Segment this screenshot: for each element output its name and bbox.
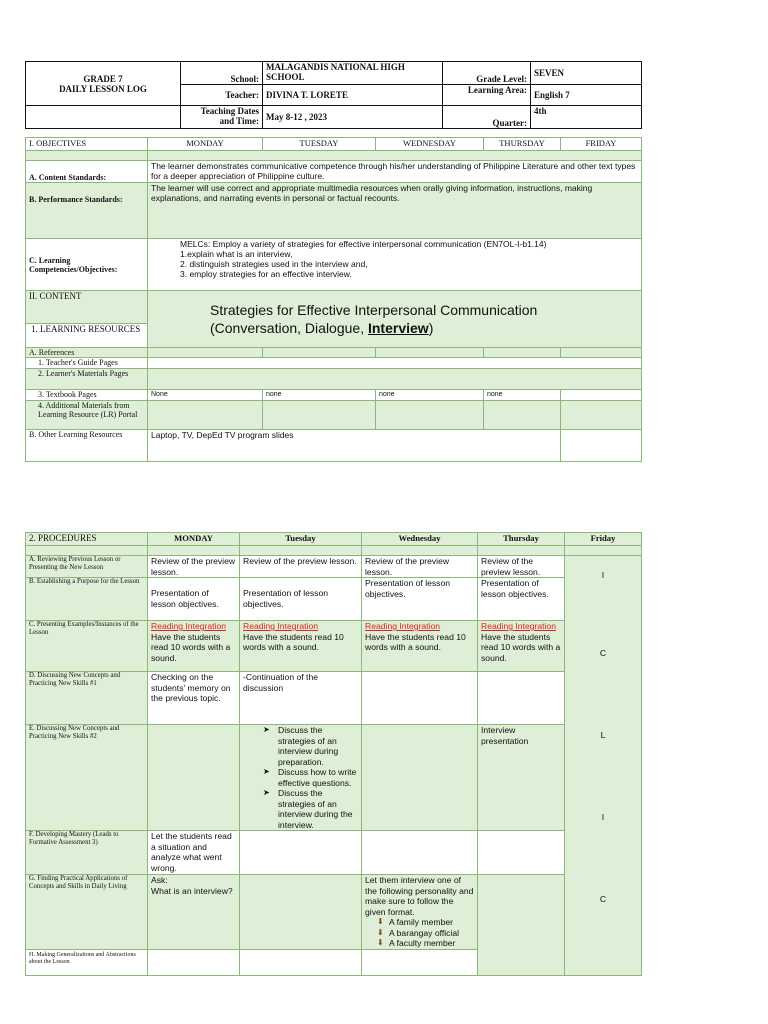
dates-label: Teaching Dates and Time: — [181, 106, 263, 129]
objective-3: 3. employ strategies for an effective interview. — [180, 269, 352, 279]
school-value: MALAGANDIS NATIONAL HIGH SCHOOL — [263, 62, 443, 85]
content-standards-label: A. Content Standards: — [26, 161, 148, 183]
obj-day-monday: MONDAY — [148, 138, 263, 151]
grade-level-value: SEVEN — [531, 62, 642, 85]
row-c-label: C. Presenting Examples/Instances of the Lesson — [26, 621, 148, 672]
content-title-cell — [148, 291, 642, 348]
performance-standards-label: B. Performance Standards: — [26, 183, 148, 239]
g-wed-item-2: ⬇ A barangay official — [389, 928, 474, 939]
row-e-thu: Interview presentation — [478, 725, 565, 831]
reading-integration-wed: Reading Integration — [365, 621, 441, 631]
school-label: School: — [181, 62, 263, 85]
procedures-table — [25, 532, 642, 976]
row-b-tue: Presentation of lesson objectives. — [240, 578, 362, 621]
row-b-mon: Presentation of lesson objectives. — [148, 578, 240, 621]
other-resources-text: Laptop, TV, DepEd TV program slides — [148, 430, 561, 462]
textbook-label: 3. Textbook Pages — [26, 390, 148, 401]
textbook-wed: none — [376, 390, 484, 401]
performance-standards-cell — [148, 183, 642, 239]
textbook-thu: none — [484, 390, 561, 401]
friday-iclic-cell — [565, 556, 642, 976]
e-tue-bullet-2: ➤ Discuss how to write effective questions. — [278, 767, 358, 788]
learners-materials-label: 2. Learner's Materials Pages — [26, 369, 148, 390]
row-d-mon: Checking on the students' memory on the previous topic. — [148, 672, 240, 725]
objectives-table — [25, 137, 642, 462]
obj-day-friday: FRIDAY — [561, 138, 642, 151]
row-b-wed: Presentation of lesson objectives. — [362, 578, 478, 621]
interview-keyword: Interview — [367, 320, 429, 336]
learning-area-value: English 7 — [531, 85, 642, 106]
obj-day-thursday: THURSDAY — [484, 138, 561, 151]
row-c-thu: Reading Integration Have the students read 10 words with a sound. — [478, 621, 565, 672]
iclic-letter-4: I — [601, 812, 605, 822]
iclic-letter-5: C — [599, 894, 607, 904]
obj-day-wednesday: WEDNESDAY — [376, 138, 484, 151]
row-c-mon: Reading Integration Have the students read 10 words with a sound. — [148, 621, 240, 672]
proc-day-monday: MONDAY — [148, 533, 240, 546]
row-e-tue — [240, 725, 362, 831]
other-resources-label: B. Other Learning Resources — [26, 430, 148, 462]
row-e-label: E. Discussing New Concepts and Practicing New Skills #2 — [26, 725, 148, 831]
row-g-mon: Ask: What is an interview? — [148, 875, 240, 950]
teacher-label: Teacher: — [181, 85, 263, 106]
iclic-letter-2: C — [599, 648, 607, 658]
row-b-thu: Presentation of lesson objectives. — [478, 578, 565, 621]
content-title-line1: Strategies for Effective Interpersonal Communication — [210, 302, 538, 318]
header-blank — [26, 106, 181, 129]
textbook-mon: None — [148, 390, 263, 401]
objectives-label: I. OBJECTIVES — [26, 138, 148, 151]
row-c-wed: Reading Integration Have the students read 10 words with a sound. — [362, 621, 478, 672]
proc-day-thursday: Thursday — [478, 533, 565, 546]
row-g-label: G. Finding Practical Applications of Concepts and Skills in Daily Living — [26, 875, 148, 950]
row-d-label: D. Discussing New Concepts and Practicing New Skills #1 — [26, 672, 148, 725]
performance-standards-text: The learner will use correct and appropriate multimedia resources when orally giving information, instructions, making explanations, and narrating events in personal or factual recounts. — [151, 183, 593, 203]
proc-day-friday: Friday — [565, 533, 642, 546]
row-c-tue: Reading Integration Have the students read 10 words with a sound. — [240, 621, 362, 672]
additional-materials-label: 4. Additional Materials from Learning Resource (LR) Portal — [26, 401, 148, 430]
iclic-letter-3: L — [600, 730, 606, 740]
learning-area-label: Learning Area: — [443, 85, 531, 106]
row-a-mon: Review of the preview lesson. — [148, 556, 240, 578]
learning-resources-label: 1. LEARNING RESOURCES — [26, 324, 148, 348]
row-a-tue: Review of the preview lesson. — [240, 556, 362, 578]
dates-value: May 8-12 , 2023 — [263, 106, 443, 129]
e-tue-bullet-3: ➤ Discuss the strategies of an interview during the interview. — [278, 788, 358, 830]
iclic-letter-1: I — [601, 570, 605, 580]
row-a-label: A. Reviewing Previous Lesson or Presenting the New Lesson — [26, 556, 148, 578]
competencies-label: C. Learning Competencies/Objectives: — [26, 239, 148, 291]
quarter-value: 4th — [531, 106, 642, 129]
grade-level-label: Grade Level: — [443, 62, 531, 85]
teacher-value: DIVINA T. LORETE — [263, 85, 443, 106]
e-tue-bullet-1: ➤ Discuss the strategies of an interview during preparation. — [278, 725, 358, 767]
row-g-wed: Let them interview one of the following personality and make sure to follow the given format. ⬇ A family member ⬇ A barangay official ⬇ A faculty member — [362, 875, 478, 950]
procedures-label: 2. PROCEDURES — [26, 533, 148, 546]
row-d-tue: -Continuation of the discussion — [240, 672, 362, 725]
g-wed-item-1: ⬇ A family member — [389, 917, 474, 928]
row-f-label: F. Developing Mastery (Leads to Formative Assessment 3) — [26, 831, 148, 875]
dll-title: DAILY LESSON LOG — [59, 83, 147, 94]
reading-integration-thu: Reading Integration — [481, 621, 557, 631]
references-label: A. References — [26, 348, 148, 358]
row-a-wed: Review of the preview lesson. — [362, 556, 478, 578]
competencies-cell — [148, 239, 642, 291]
title-cell — [26, 62, 181, 106]
proc-day-tuesday: Tuesday — [240, 533, 362, 546]
objective-1: 1.explain what is an interview, — [180, 249, 293, 259]
obj-day-tuesday: TUESDAY — [263, 138, 376, 151]
grade-title: GRADE 7 — [83, 73, 123, 84]
quarter-label: Quarter: — [443, 106, 531, 129]
row-f-mon: Let the students read a situation and analyze what went wrong. — [148, 831, 240, 875]
objective-2: 2. distinguish strategies used in the interview and, — [180, 259, 368, 269]
teachers-guide-label: 1. Teacher's Guide Pages — [26, 358, 148, 369]
row-h-label: H. Making Generalizations and Abstractions about the Lesson — [26, 949, 148, 975]
g-wed-item-3: ⬇ A faculty member — [389, 938, 474, 949]
content-title-line2: (Conversation, Dialogue, Interview) — [210, 320, 434, 336]
reading-integration-tue: Reading Integration — [243, 621, 319, 631]
content-label: II. CONTENT — [26, 291, 148, 324]
melcs-text: MELCs: Employ a variety of strategies for effective interpersonal communication (EN7OL-I-b1.14) — [180, 239, 547, 249]
row-b-label: B. Establishing a Purpose for the Lesson — [26, 578, 148, 621]
reading-integration-mon: Reading Integration — [151, 621, 227, 631]
content-standards-text: The learner demonstrates communicative competence through his/her understanding of Philippine Literature and other text types for a deeper appreciation of Philippine culture. — [148, 161, 642, 183]
textbook-tue: none — [263, 390, 376, 401]
header-table — [25, 61, 642, 129]
row-a-thu: Review of the preview lesson. — [478, 556, 565, 578]
proc-day-wednesday: Wednesday — [362, 533, 478, 546]
